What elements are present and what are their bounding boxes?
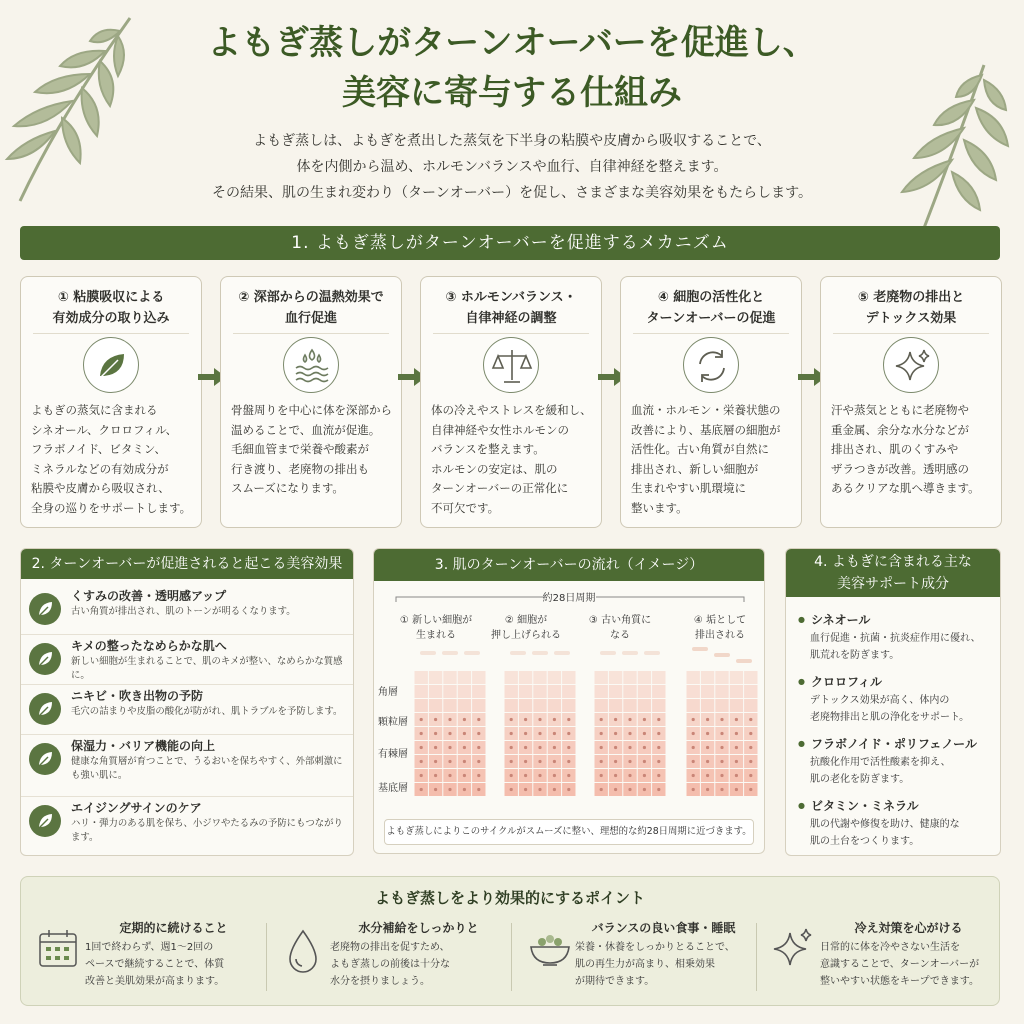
component-item [798, 611, 992, 664]
mechanism-card [420, 276, 602, 528]
divider [433, 333, 589, 334]
layer-label: 有棘層 [378, 749, 408, 760]
cycle-arrows-icon [683, 337, 739, 393]
tip-title: 冷え対策を心がける [854, 921, 963, 935]
section-1-heading: 1. よもぎ蒸しがターンオーバーを促進するメカニズム [20, 226, 1000, 260]
effect-title: ニキビ・吹き出物の予防 [71, 689, 204, 703]
layer-label: 顆粒層 [378, 717, 408, 728]
divider [33, 333, 189, 334]
page-title [150, 18, 874, 118]
tip-description: 栄養・休養をしっかりとることで、 肌の再生力が高まり、相乗効果 が期待できます。 [575, 942, 735, 987]
mechanism-title [625, 287, 797, 329]
component-item [798, 673, 992, 726]
mechanism-title-line: ③ ホルモンバランス・ [445, 290, 577, 305]
divider [633, 333, 789, 334]
divider [233, 333, 389, 334]
effect-title: キメの整ったなめらかな肌へ [71, 639, 227, 653]
tip-item [756, 917, 1001, 999]
mechanism-card [20, 276, 202, 528]
component-name: ● フラボノイド・ポリフェノール [798, 735, 992, 752]
effect-item [21, 797, 353, 847]
tip-item [21, 917, 266, 999]
layer-label: 基底層 [378, 783, 408, 794]
stage-label: ① 新しい細胞が 生まれる [399, 615, 473, 641]
skin-column [687, 647, 758, 796]
tip-description: 老廃物の排出を促すため、 よもぎ蒸しの前後は十分な 水分を摂りましょう。 [330, 942, 450, 987]
effect-description: 新しい細胞が生まれることで、肌のキメが整い、なめらかな質感に。 [71, 656, 343, 681]
effect-item [21, 585, 353, 635]
balance-scale-icon [483, 337, 539, 393]
component-description: 肌の代謝や修復を助け、健康的な 肌の土台をつくります。 [810, 819, 960, 847]
component-item [798, 797, 992, 850]
effect-item [21, 685, 353, 735]
leaf-icon [29, 593, 61, 625]
cycle-caption: よもぎ蒸しによりこのサイクルがスムーズに整い、理想的な約28日周期に近づきます。 [384, 819, 754, 845]
tip-title: バランスの良い食事・睡眠 [591, 921, 736, 935]
tips-panel [20, 876, 1000, 1006]
component-name: ● シネオール [798, 611, 992, 628]
title-line-1: よもぎ蒸しがターンオーバーを促進し、 [207, 23, 817, 63]
calendar-icon [37, 927, 79, 969]
stage-label: ② 細胞が 押し上げられる [491, 615, 561, 641]
intro-line: その結果、肌の生まれ変わり（ターンオーバー）を促し、さまざまな美容効果をもたらします。 [212, 185, 812, 201]
intro-line: 体を内側から温め、ホルモンバランスや血行、自律神経を整えます。 [296, 159, 728, 175]
stage-label: ④ 垢として 排出される [693, 615, 747, 641]
mechanism-description: よもぎの蒸気に含まれる シネオール、クロロフィル、 フラボノイド、ビタミン、 ミネラルなどの有効成分が 粘膜や皮膚から吸収され、 全身の巡りをサポートします。 [31, 403, 192, 515]
section-4-heading [786, 549, 1000, 597]
mechanism-title-line: ② 深部からの温熱効果で [238, 290, 384, 305]
section-4-heading-line: 4. よもぎに含まれる主な [814, 554, 972, 570]
tip-description: 日常的に体を冷やさない生活を 意識することで、ターンオーバーが 整いやすい状態をキープできます。 [820, 942, 980, 987]
sparkle-icon [883, 337, 939, 393]
effect-title: くすみの改善・透明感アップ [71, 589, 227, 603]
component-description: デトックス効果が高く、体内の 老廃物排出と肌の浄化をサポート。 [810, 695, 970, 723]
mechanism-description: 体の冷えやストレスを緩和し、 自律神経や女性ホルモンの バランスを整えます。 ホルモンの安定は、肌の ターンオーバーの正常化に 不可欠です。 [431, 403, 592, 515]
section-4-heading-line: 美容サポート成分 [837, 576, 949, 592]
mechanism-title-line: ターンオーバーの促進 [646, 311, 776, 326]
food-bowl-icon [527, 927, 573, 969]
component-name: ● クロロフィル [798, 673, 992, 690]
effect-description: 毛穴の詰まりや皮脂の酸化が防がれ、肌トラブルを予防します。 [71, 706, 343, 717]
mechanism-title-line: ① 粘膜吸収による [57, 290, 165, 305]
mechanism-title-line: 自律神経の調整 [465, 311, 557, 326]
layer-label: 角層 [378, 687, 398, 698]
tip-item [266, 917, 511, 999]
intro-line: よもぎ蒸しは、よもぎを煮出した蒸気を下半身の粘膜や皮膚から吸収することで、 [253, 133, 771, 149]
skin-column [415, 651, 486, 796]
skin-column [595, 651, 666, 796]
mechanism-card [820, 276, 1002, 528]
component-name: ● ビタミン・ミネラル [798, 797, 992, 814]
mechanism-card [220, 276, 402, 528]
leaf-icon [29, 743, 61, 775]
skin-layers-illustration [408, 647, 762, 803]
mechanism-title [25, 287, 197, 329]
leaf-icon [29, 643, 61, 675]
cycle-label: 約28日周期 [542, 593, 596, 604]
effect-item [21, 735, 353, 797]
steam-icon [283, 337, 339, 393]
effect-title: 保湿力・バリア機能の向上 [71, 739, 216, 753]
leaf-icon [83, 337, 139, 393]
mechanism-card [620, 276, 802, 528]
mechanism-description: 血流・ホルモン・栄養状態の 改善により、基底層の細胞が 活性化。古い角質が自然に 排出され、新しい細胞が 生まれやすい肌環境に 整います。 [631, 403, 781, 515]
mechanism-title [825, 287, 997, 329]
effect-description: 古い角質が排出され、肌のトーンが明るくなります。 [71, 606, 296, 617]
component-description: 血行促進・抗菌・抗炎症作用に優れ、 肌荒れを防ぎます。 [810, 633, 981, 661]
effect-item [21, 635, 353, 685]
tip-title: 水分補給をしっかりと [358, 921, 479, 935]
tip-title: 定期的に続けること [119, 921, 228, 935]
component-item [798, 735, 992, 788]
mugwort-leaf-icon [884, 60, 1024, 230]
mechanism-title [425, 287, 597, 329]
mechanism-description: 骨盤周りを中心に体を深部から 温めることで、血流が促進。 毛細血管まで栄養や酸素が 行き渡り、老廃物の排出も スムーズになります。 [231, 403, 392, 496]
section-5-heading: よもぎ蒸しをより効果的にするポイント [374, 889, 645, 907]
components-panel [785, 548, 1001, 856]
leaf-icon [29, 805, 61, 837]
tip-item [511, 917, 756, 999]
stage-label: ③ 古い角質に なる [588, 615, 652, 641]
sparkle-icon [772, 927, 814, 969]
mechanism-row [20, 276, 1004, 528]
turnover-flow-panel [373, 548, 765, 854]
component-description: 抗酸化作用で活性酸素を抑え、 肌の老化を防ぎます。 [810, 757, 951, 785]
mechanism-title-line: 血行促進 [284, 311, 337, 326]
mechanism-title-line: 有効成分の取り込み [52, 311, 170, 326]
mechanism-description: 汗や蒸気とともに老廃物や 重金属、余分な水分などが 排出され、肌のくすみや ザラつきが改善。透明感の あるクリアな肌へ導きます。 [831, 403, 980, 496]
mechanism-title-line: ⑤ 老廃物の排出と [857, 290, 965, 305]
mechanism-title [225, 287, 397, 329]
effect-description: ハリ・弾力のある肌を保ち、小ジワやたるみの予防にもつながります。 [71, 818, 343, 843]
title-line-2: 美容に寄与する仕組み [342, 73, 682, 113]
mechanism-title-line: ④ 細胞の活性化と [657, 290, 765, 305]
tip-description: 1回で終わらず、週1〜2回の ペースで継続することで、体質 改善と美肌効果が高まります。 [85, 942, 225, 987]
intro-text [120, 128, 904, 206]
mechanism-title-line: デトックス効果 [865, 311, 957, 326]
skin-column [505, 651, 576, 796]
water-drop-icon [282, 927, 324, 975]
section-3-heading: 3. 肌のターンオーバーの流れ（イメージ） [374, 549, 764, 581]
divider [833, 333, 989, 334]
leaf-icon [29, 693, 61, 725]
effect-title: エイジングサインのケア [71, 801, 202, 815]
section-2-heading: 2. ターンオーバーが促進されると起こる美容効果 [21, 549, 353, 579]
beauty-effects-panel [20, 548, 354, 856]
effect-description: 健康な角質層が育つことで、うるおいを保ちやすく、外部刺激にも強い肌に。 [71, 756, 343, 781]
